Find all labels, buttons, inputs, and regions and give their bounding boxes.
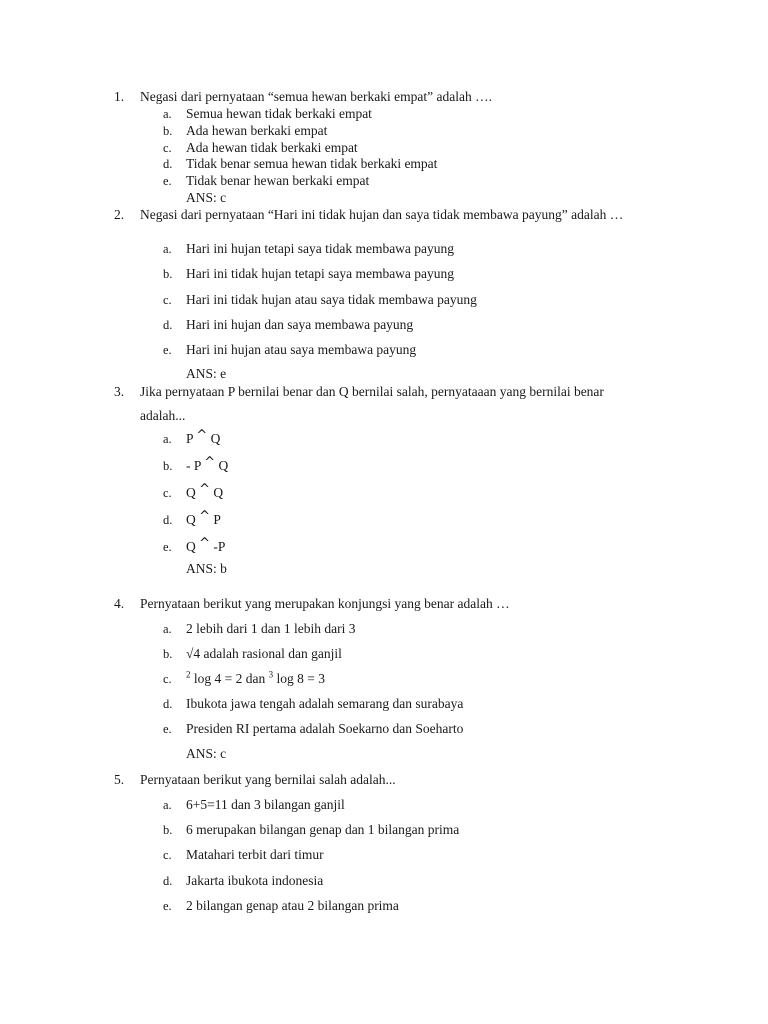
q4-option-b-text: √4 adalah rasional dan ganjil [186,646,342,661]
q2-option-c-letter: c. [163,293,172,307]
q1-answer: ANS: c [186,190,227,205]
q2-option-c-text: Hari ini tidak hujan atau saya tidak membawa payung [186,292,477,307]
conjunction-symbol: ^ [196,428,208,443]
question-3-text-line1: Jika pernyataan P bernilai benar dan Q bernilai salah, pernyataaan yang bernilai benar [140,384,604,399]
q3-option-d-text: Q ^ P [186,509,221,527]
q2-option-b-letter: b. [163,267,173,281]
conjunction-symbol: ^ [199,509,211,524]
q4-option-b-letter: b. [163,647,173,661]
q3-option-d-letter: d. [163,513,173,527]
q3-option-b-text: - P ^ Q [186,455,229,473]
question-2-number: 2. [114,207,125,222]
q3-option-b-letter: b. [163,459,173,473]
q3-answer: ANS: b [186,561,227,576]
q4-option-c-letter: c. [163,672,172,686]
conjunction-symbol: ^ [199,536,211,551]
q5-option-a-text: 6+5=11 dan 3 bilangan ganjil [186,797,345,812]
q2-option-a-letter: a. [163,242,172,256]
q4-option-c-text: $^2$ log 4 = 2 dan $^3$ log 8 = 3 [186,669,325,686]
q4-answer: ANS: c [186,746,227,761]
q5-option-d-letter: d. [163,874,173,888]
q1-option-a-letter: a. [163,107,172,121]
q1-option-d-text: Tidak benar semua hewan tidak berkaki empat [186,156,438,171]
q4-option-a-text: 2 lebih dari 1 dan 1 lebih dari 3 [186,621,356,636]
q1-option-b-text: Ada hewan berkaki empat [186,123,328,138]
question-3-number: 3. [114,384,125,399]
q2-answer: ANS: e [186,366,227,381]
question-4-text: Pernyataan berikut yang merupakan konjungsi yang benar adalah … [140,596,510,611]
q5-option-a-letter: a. [163,798,172,812]
q2-option-d-text: Hari ini hujan dan saya membawa payung [186,317,414,332]
question-3-text-line2: adalah... [140,408,186,423]
question-4-number: 4. [114,596,125,611]
q2-option-e-text: Hari ini hujan atau saya membawa payung [186,342,417,357]
question-1-number: 1. [114,89,125,104]
q1-option-c-letter: c. [163,141,172,155]
q5-option-c-letter: c. [163,848,172,862]
q2-option-d-letter: d. [163,318,173,332]
q1-option-a-text: Semua hewan tidak berkaki empat [186,106,372,121]
q1-option-e-letter: e. [163,174,172,188]
q4-option-d-letter: d. [163,697,173,711]
q2-option-b-text: Hari ini tidak hujan tetapi saya membawa payung [186,266,455,281]
q4-option-e-letter: e. [163,722,172,736]
q5-option-b-letter: b. [163,823,173,837]
q4-option-e-text: Presiden RI pertama adalah Soekarno dan Soeharto [186,721,464,736]
q5-option-e-letter: e. [163,899,172,913]
q5-option-d-text: Jakarta ibukota indonesia [186,873,324,888]
q5-option-b-text: 6 merupakan bilangan genap dan 1 bilangan prima [186,822,460,837]
question-2-text: Negasi dari pernyataan “Hari ini tidak hujan dan saya tidak membawa payung” adalah … [140,207,624,222]
conjunction-symbol: ^ [199,482,211,497]
q1-option-e-text: Tidak benar hewan berkaki empat [186,173,370,188]
q5-option-e-text: 2 bilangan genap atau 2 bilangan prima [186,898,399,913]
q3-option-c-letter: c. [163,486,172,500]
question-5-number: 5. [114,772,125,787]
q2-option-e-letter: e. [163,343,172,357]
q5-option-c-text: Matahari terbit dari timur [186,847,324,862]
q1-option-d-letter: d. [163,157,173,171]
q3-option-a-text: P ^ Q [186,428,221,446]
q4-option-a-letter: a. [163,622,172,636]
q1-option-c-text: Ada hewan tidak berkaki empat [186,140,358,155]
q2-option-a-text: Hari ini hujan tetapi saya tidak membawa payung [186,241,455,256]
question-1-text: Negasi dari pernyataan “semua hewan berkaki empat” adalah …. [140,89,492,104]
q3-option-e-letter: e. [163,540,172,554]
q3-option-e-text: Q ^ -P [186,536,226,554]
q4-option-d-text: Ibukota jawa tengah adalah semarang dan surabaya [186,696,464,711]
q1-option-b-letter: b. [163,124,173,138]
conjunction-symbol: ^ [204,455,216,470]
question-5-text: Pernyataan berikut yang bernilai salah adalah... [140,772,396,787]
q3-option-a-letter: a. [163,432,172,446]
q3-option-c-text: Q ^ Q [186,482,224,500]
